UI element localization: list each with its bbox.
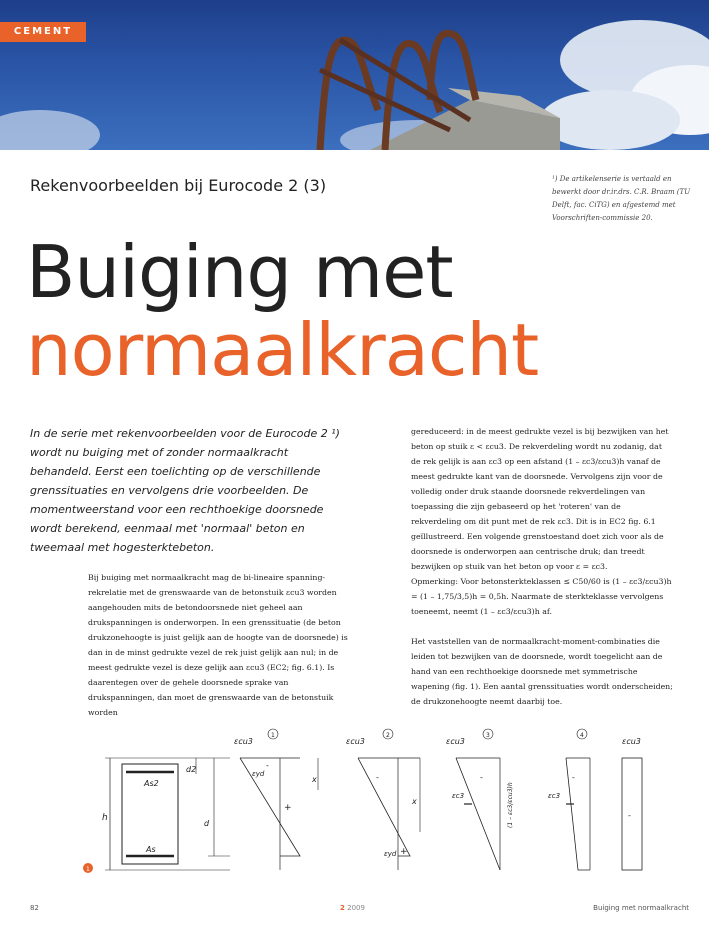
figure-marker-label: 1 [86, 866, 90, 873]
body-right-paragraph-1 [411, 424, 673, 619]
body-right-paragraph-2: Het vaststellen van de normaalkracht-moment-combinaties die leiden tot bezwijken van de doorsnede, wordt toegelicht aan de hand van een rechthoekige doorsnede met symmetrische wapening (fig. 1). Een aantal grenssituaties wordt onderscheiden; de drukzonehoogte neemt daarbij toe. [411, 637, 673, 706]
running-title: Buiging met normaalkracht [593, 904, 689, 912]
case2-number: 2 [386, 732, 390, 739]
case3-rot-label: (1 – εc3/εcu3)h [507, 782, 514, 828]
case4-strain [566, 758, 590, 870]
issue-number: 2 [340, 904, 345, 912]
case1-x: x [312, 775, 317, 784]
label-d: d [204, 819, 210, 828]
case4-ec3: εc3 [548, 792, 561, 800]
page-footer [0, 900, 709, 916]
figure-1-svg [0, 728, 709, 888]
rebar-photo-illustration [0, 0, 709, 150]
case2-ecu3: εcu3 [346, 737, 365, 746]
case3-number: 3 [486, 732, 490, 739]
case3-ec3: εc3 [452, 792, 465, 800]
footnote: ¹) De artikelenserie is vertaald en bewerkt door dr.ir.drs. C.R. Braam (TU Delft, fac. CiTG) en afgestemd met Voorschriften-commissie 20. [552, 175, 691, 222]
case2-minus: - [376, 773, 379, 782]
case4-minus: - [572, 773, 575, 782]
case3-strain [456, 758, 500, 870]
case5-strain [622, 758, 642, 870]
case2-strain [358, 758, 410, 856]
case4-number: 4 [580, 732, 584, 739]
case5-ecu3: εcu3 [622, 737, 641, 746]
case1-number: 1 [271, 732, 275, 739]
label-h: h [102, 813, 108, 823]
label-d2: d2 [186, 765, 197, 774]
case1-minus: - [266, 761, 269, 770]
body-column-left [88, 570, 350, 720]
intro-paragraph: In de serie met rekenvoorbeelden voor de Eurocode 2 ¹) wordt nu buiging met of zonder normaalkracht behandeld. Eerst een toelichting op de verschillende grenssituaties en vervolgens drie voorbeelden. De momentweerstand voor een rechthoekige doorsnede wordt berekend, eenmaal met 'normaal' beton en tweemaal met hogesterktebeton. [30, 427, 340, 554]
figure-1-strain-diagrams [0, 728, 709, 888]
body-right-text-1: gereduceerd: in de meest gedrukte vezel is bij bezwijken van het beton op stuik ε < εcu3. De rekverdeling wordt nu zodanig, dat de rek gelijk is aan εc3 op een afstand (1 – εc3/εcu3)h vanaf de meest gedrukte kant van de doorsnede. Vervolgens zijn voor de volledig onder druk staande doorsnede rekverdelingen van toepassing die zijn gebaseerd op het 'roteren' van de rekverdeling om dit punt met de rek εc3. Dit is in EC2 fig. 6.1 geïllustreerd. Een volgende grenstoestand doet zich voor als de doorsnede is onderworpen aan centrische druk; dan treedt bezwijken op stuik van het beton op voor ε = εc3. [411, 427, 669, 571]
logo-badge: CEMENT [0, 22, 86, 42]
body-column-right [411, 424, 673, 724]
case1-ecu3: εcu3 [234, 737, 253, 746]
case5-minus: - [628, 811, 631, 820]
issue-label [340, 904, 365, 912]
case2-x: x [412, 797, 417, 806]
header-photo [0, 0, 709, 150]
body-right-note: Opmerking: Voor betonsterkteklassen ≤ C50/60 is (1 – εc3/εcu3)h = (1 – 1,75/3,5)h = 0,5h. Naarmate de sterkteklasse vervolgens toeneemt, neemt (1 – εc3/εcu3)h af. [411, 577, 672, 616]
case3-ecu3: εcu3 [446, 737, 465, 746]
label-as2: As2 [144, 779, 159, 788]
page-number: 82 [30, 904, 39, 912]
series-subtitle: Rekenvoorbeelden bij Eurocode 2 (3) [30, 176, 327, 195]
case1-eyd: εyd [252, 770, 265, 778]
case3-minus: - [480, 773, 483, 782]
page-title-line1: Buiging met [26, 230, 453, 314]
issue-year: 2009 [347, 904, 365, 912]
label-as: As [146, 845, 156, 854]
case1-plus: + [284, 803, 292, 813]
page-title-line2: normaalkracht [26, 308, 539, 392]
body-left-paragraph: Bij buiging met normaalkracht mag de bi-lineaire spanning-rekrelatie met de grenswaarde van de betonstuik εcu3 worden aangehouden mits de betondoorsnede niet geheel aan drukspanningen is onderworpen. In een grenssituatie (de beton drukzonehoogte is juist gelijk aan de hoogte van de doorsnede) is dan in de minst gedrukte vezel de rek juist gelijk aan nul; in de meest gedrukte vezel is deze gelijk aan εcu3 (EC2; fig. 6.1). Is daarentegen over de gehele doorsnede sprake van drukspanningen, dan moet de grenswaarde van de betonstuik worden [88, 573, 348, 717]
case2-plus: + [400, 847, 408, 857]
case2-eyd: εyd [384, 850, 397, 858]
